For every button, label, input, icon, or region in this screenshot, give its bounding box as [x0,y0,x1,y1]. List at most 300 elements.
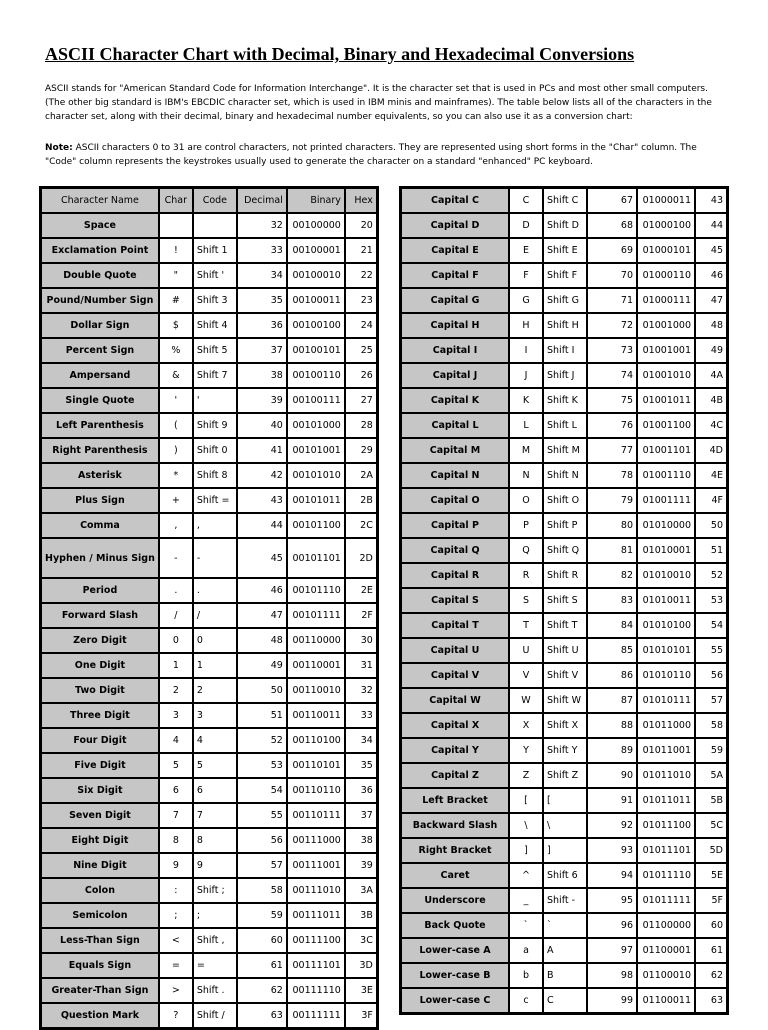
hex-cell: 24 [345,313,377,338]
binary-cell: 01011010 [637,763,695,788]
char-cell: * [159,463,193,488]
binary-cell: 01010011 [637,588,695,613]
char-cell: 2 [159,678,193,703]
table-row [41,413,377,438]
character-name-cell: Capital V [401,663,509,688]
decimal-cell: 37 [237,338,287,363]
code-cell: 4 [193,728,237,753]
binary-cell: 00111001 [287,853,345,878]
character-name-cell: Capital W [401,688,509,713]
character-name-cell: Seven Digit [41,803,159,828]
binary-cell: 00100010 [287,263,345,288]
hex-cell: 49 [695,338,727,363]
character-name-cell: Ampersand [41,363,159,388]
decimal-cell: 94 [587,863,637,888]
char-cell: R [509,563,543,588]
character-name-cell: Six Digit [41,778,159,803]
decimal-cell: 74 [587,363,637,388]
decimal-cell: 77 [587,438,637,463]
table-row [41,803,377,828]
hex-cell: 33 [345,703,377,728]
decimal-cell: 81 [587,538,637,563]
hex-cell: 36 [345,778,377,803]
hex-cell: 3A [345,878,377,903]
hex-cell: 4A [695,363,727,388]
code-cell: \ [543,813,587,838]
decimal-cell: 36 [237,313,287,338]
code-cell: Shift = [193,488,237,513]
binary-cell: 01010000 [637,513,695,538]
decimal-cell: 41 [237,438,287,463]
binary-cell: 01011101 [637,838,695,863]
hex-cell: 45 [695,238,727,263]
binary-cell: 01001000 [637,313,695,338]
decimal-cell: 32 [237,213,287,238]
code-cell: Shift 9 [193,413,237,438]
code-cell: ; [193,903,237,928]
char-cell: Y [509,738,543,763]
binary-cell: 00101100 [287,513,345,538]
header-character-name: Character Name [41,188,159,213]
decimal-cell: 52 [237,728,287,753]
decimal-cell: 39 [237,388,287,413]
hex-cell: 47 [695,288,727,313]
header-code: Code [193,188,237,213]
table-row [401,188,727,213]
table-row [41,388,377,413]
code-cell: Shift 8 [193,463,237,488]
table-row [401,663,727,688]
hex-cell: 39 [345,853,377,878]
binary-cell: 00101111 [287,603,345,628]
character-name-cell: Asterisk [41,463,159,488]
hex-cell: 61 [695,938,727,963]
character-name-cell: Capital D [401,213,509,238]
binary-cell: 01001110 [637,463,695,488]
table-row [41,213,377,238]
table-row [401,763,727,788]
char-cell: ; [159,903,193,928]
table-row [401,538,727,563]
char-cell: X [509,713,543,738]
code-cell: Shift T [543,613,587,638]
char-cell: % [159,338,193,363]
char-cell: D [509,213,543,238]
code-cell: 2 [193,678,237,703]
table-header-row [41,188,377,213]
decimal-cell: 90 [587,763,637,788]
code-cell: Shift ' [193,263,237,288]
hex-cell: 52 [695,563,727,588]
table-row [41,753,377,778]
code-cell: Shift E [543,238,587,263]
code-cell: Shift 1 [193,238,237,263]
hex-cell: 63 [695,988,727,1013]
hex-cell: 5B [695,788,727,813]
hex-cell: 4B [695,388,727,413]
char-cell: > [159,978,193,1003]
hex-cell: 4F [695,488,727,513]
char-cell: 8 [159,828,193,853]
char-cell: " [159,263,193,288]
page-title: ASCII Character Chart with Decimal, Binary and Hexadecimal Conversions [45,44,635,64]
code-cell: Shift N [543,463,587,488]
char-cell: K [509,388,543,413]
decimal-cell: 97 [587,938,637,963]
char-cell: ^ [509,863,543,888]
decimal-cell: 99 [587,988,637,1013]
decimal-cell: 76 [587,413,637,438]
binary-cell: 01000110 [637,263,695,288]
char-cell: $ [159,313,193,338]
table-row [41,678,377,703]
character-name-cell: Greater-Than Sign [41,978,159,1003]
code-cell: Shift R [543,563,587,588]
hex-cell: 34 [345,728,377,753]
character-name-cell: Lower-case C [401,988,509,1013]
character-name-cell: Right Parenthesis [41,438,159,463]
char-cell: O [509,488,543,513]
table-row [401,438,727,463]
character-name-cell: Back Quote [401,913,509,938]
binary-cell: 00110010 [287,678,345,703]
decimal-cell: 45 [237,538,287,578]
code-cell: Shift G [543,288,587,313]
binary-cell: 01011111 [637,888,695,913]
binary-cell: 01001100 [637,413,695,438]
binary-cell: 00111100 [287,928,345,953]
note-text: ASCII characters 0 to 31 are control characters, not printed characters. They are represented using short forms in the "Char" column. The "Code" column represents the keystrokes usually used to generate the character on a standard "enhanced" PC keyboard. [45,143,697,167]
binary-cell: 00111110 [287,978,345,1003]
decimal-cell: 96 [587,913,637,938]
table-row [41,628,377,653]
hex-cell: 31 [345,653,377,678]
table-row [41,653,377,678]
code-cell: Shift - [543,888,587,913]
table-row [401,388,727,413]
hex-cell: 20 [345,213,377,238]
ascii-table-left [39,186,379,1030]
code-cell: Shift J [543,363,587,388]
hex-cell: 28 [345,413,377,438]
hex-cell: 4E [695,463,727,488]
decimal-cell: 34 [237,263,287,288]
binary-cell: 00110000 [287,628,345,653]
hex-cell: 3F [345,1003,377,1028]
table-row [401,638,727,663]
character-name-cell: Percent Sign [41,338,159,363]
code-cell: - [193,538,237,578]
code-cell: Shift K [543,388,587,413]
decimal-cell: 53 [237,753,287,778]
binary-cell: 00100000 [287,213,345,238]
char-cell: ` [509,913,543,938]
binary-cell: 01011011 [637,788,695,813]
code-cell: Shift H [543,313,587,338]
hex-cell: 48 [695,313,727,338]
binary-cell: 00100101 [287,338,345,363]
binary-cell: 01000011 [637,188,695,213]
table-row [401,913,727,938]
binary-cell: 00101101 [287,538,345,578]
char-cell: M [509,438,543,463]
code-cell: Shift Q [543,538,587,563]
table-row [41,238,377,263]
hex-cell: 5A [695,763,727,788]
char-cell: ' [159,388,193,413]
character-name-cell: Three Digit [41,703,159,728]
decimal-cell: 63 [237,1003,287,1028]
table-row [41,1003,377,1028]
ascii-table-right [399,186,729,1015]
table-row [401,863,727,888]
hex-cell: 43 [695,188,727,213]
table-row [401,838,727,863]
char-cell: c [509,988,543,1013]
table-row [41,728,377,753]
hex-cell: 4D [695,438,727,463]
code-cell: Shift . [193,978,237,1003]
char-cell: / [159,603,193,628]
code-cell: Shift O [543,488,587,513]
character-name-cell: Hyphen / Minus Sign [41,538,159,578]
binary-cell: 00101110 [287,578,345,603]
table-row [401,713,727,738]
binary-cell: 00111011 [287,903,345,928]
table-row [41,338,377,363]
hex-cell: 60 [695,913,727,938]
binary-cell: 01001111 [637,488,695,513]
char-cell: N [509,463,543,488]
char-cell: F [509,263,543,288]
table-row [41,288,377,313]
code-cell: Shift U [543,638,587,663]
decimal-cell: 78 [587,463,637,488]
character-name-cell: Space [41,213,159,238]
character-name-cell: Forward Slash [41,603,159,628]
table-row [41,363,377,388]
binary-cell: 01100010 [637,963,695,988]
binary-cell: 01010100 [637,613,695,638]
char-cell: T [509,613,543,638]
binary-cell: 00111010 [287,878,345,903]
char-cell: Q [509,538,543,563]
character-name-cell: Capital Q [401,538,509,563]
table-row [401,588,727,613]
char-cell: 1 [159,653,193,678]
decimal-cell: 83 [587,588,637,613]
table-row [41,313,377,338]
char-cell: 3 [159,703,193,728]
character-name-cell: Capital Y [401,738,509,763]
char-cell: : [159,878,193,903]
decimal-cell: 73 [587,338,637,363]
character-name-cell: Capital N [401,463,509,488]
code-cell: C [543,988,587,1013]
decimal-cell: 87 [587,688,637,713]
code-cell: , [193,513,237,538]
character-name-cell: Capital H [401,313,509,338]
table-row [401,788,727,813]
code-cell: Shift X [543,713,587,738]
binary-cell: 01011100 [637,813,695,838]
binary-cell: 01001011 [637,388,695,413]
character-name-cell: Less-Than Sign [41,928,159,953]
decimal-cell: 93 [587,838,637,863]
hex-cell: 5C [695,813,727,838]
header-binary: Binary [287,188,345,213]
code-cell: Shift 7 [193,363,237,388]
char-cell: . [159,578,193,603]
decimal-cell: 79 [587,488,637,513]
decimal-cell: 33 [237,238,287,263]
hex-cell: 4C [695,413,727,438]
code-cell: Shift S [543,588,587,613]
character-name-cell: Capital R [401,563,509,588]
char-cell: ] [509,838,543,863]
code-cell: 0 [193,628,237,653]
character-name-cell: Zero Digit [41,628,159,653]
binary-cell: 00100011 [287,288,345,313]
code-cell: / [193,603,237,628]
decimal-cell: 70 [587,263,637,288]
decimal-cell: 58 [237,878,287,903]
binary-cell: 01000111 [637,288,695,313]
table-row [401,688,727,713]
code-cell: . [193,578,237,603]
hex-cell: 2E [345,578,377,603]
decimal-cell: 62 [237,978,287,1003]
hex-cell: 57 [695,688,727,713]
character-name-cell: Capital L [401,413,509,438]
character-name-cell: Exclamation Point [41,238,159,263]
table-row [41,878,377,903]
hex-cell: 21 [345,238,377,263]
decimal-cell: 69 [587,238,637,263]
char-cell: G [509,288,543,313]
hex-cell: 2C [345,513,377,538]
decimal-cell: 57 [237,853,287,878]
char-cell: H [509,313,543,338]
char-cell: # [159,288,193,313]
char-cell: 9 [159,853,193,878]
table-row [41,703,377,728]
decimal-cell: 49 [237,653,287,678]
binary-cell: 01011001 [637,738,695,763]
decimal-cell: 75 [587,388,637,413]
char-cell: E [509,238,543,263]
code-cell: Shift ; [193,878,237,903]
character-name-cell: Equals Sign [41,953,159,978]
hex-cell: 62 [695,963,727,988]
code-cell: ' [193,388,237,413]
decimal-cell: 56 [237,828,287,853]
code-cell: 9 [193,853,237,878]
hex-cell: 56 [695,663,727,688]
char-cell: S [509,588,543,613]
character-name-cell: Capital J [401,363,509,388]
hex-cell: 3C [345,928,377,953]
code-cell: Shift 3 [193,288,237,313]
code-cell: 1 [193,653,237,678]
table-row [401,238,727,263]
binary-cell: 00100110 [287,363,345,388]
character-name-cell: Pound/Number Sign [41,288,159,313]
hex-cell: 53 [695,588,727,613]
table-row [41,263,377,288]
character-name-cell: Two Digit [41,678,159,703]
decimal-cell: 68 [587,213,637,238]
character-name-cell: Capital I [401,338,509,363]
table-row [401,338,727,363]
char-cell: 5 [159,753,193,778]
decimal-cell: 60 [237,928,287,953]
binary-cell: 00111101 [287,953,345,978]
table-row [401,463,727,488]
binary-cell: 00110011 [287,703,345,728]
table-row [401,963,727,988]
table-row [41,438,377,463]
character-name-cell: Capital U [401,638,509,663]
code-cell: Shift 5 [193,338,237,363]
table-row [41,463,377,488]
decimal-cell: 85 [587,638,637,663]
code-cell: Shift M [543,438,587,463]
code-cell: Shift 6 [543,863,587,888]
character-name-cell: Capital T [401,613,509,638]
table-row [401,413,727,438]
character-name-cell: Semicolon [41,903,159,928]
table-row [41,603,377,628]
table-row [401,263,727,288]
char-cell: U [509,638,543,663]
character-name-cell: Capital O [401,488,509,513]
char-cell: _ [509,888,543,913]
hex-cell: 2A [345,463,377,488]
decimal-cell: 80 [587,513,637,538]
code-cell: Shift , [193,928,237,953]
hex-cell: 46 [695,263,727,288]
decimal-cell: 54 [237,778,287,803]
decimal-cell: 35 [237,288,287,313]
binary-cell: 01011110 [637,863,695,888]
decimal-cell: 89 [587,738,637,763]
code-cell: Shift L [543,413,587,438]
character-name-cell: Capital M [401,438,509,463]
binary-cell: 00100001 [287,238,345,263]
header-decimal: Decimal [237,188,287,213]
char-cell: [ [509,788,543,813]
character-name-cell: Dollar Sign [41,313,159,338]
table-row [401,288,727,313]
character-name-cell: Capital G [401,288,509,313]
character-name-cell: One Digit [41,653,159,678]
code-cell: Shift Z [543,763,587,788]
binary-cell: 00110100 [287,728,345,753]
character-name-cell: Capital E [401,238,509,263]
hex-cell: 27 [345,388,377,413]
character-name-cell: Lower-case A [401,938,509,963]
hex-cell: 38 [345,828,377,853]
hex-cell: 55 [695,638,727,663]
decimal-cell: 59 [237,903,287,928]
character-name-cell: Capital P [401,513,509,538]
decimal-cell: 61 [237,953,287,978]
table-row [401,738,727,763]
decimal-cell: 72 [587,313,637,338]
character-name-cell: Capital K [401,388,509,413]
character-name-cell: Capital C [401,188,509,213]
